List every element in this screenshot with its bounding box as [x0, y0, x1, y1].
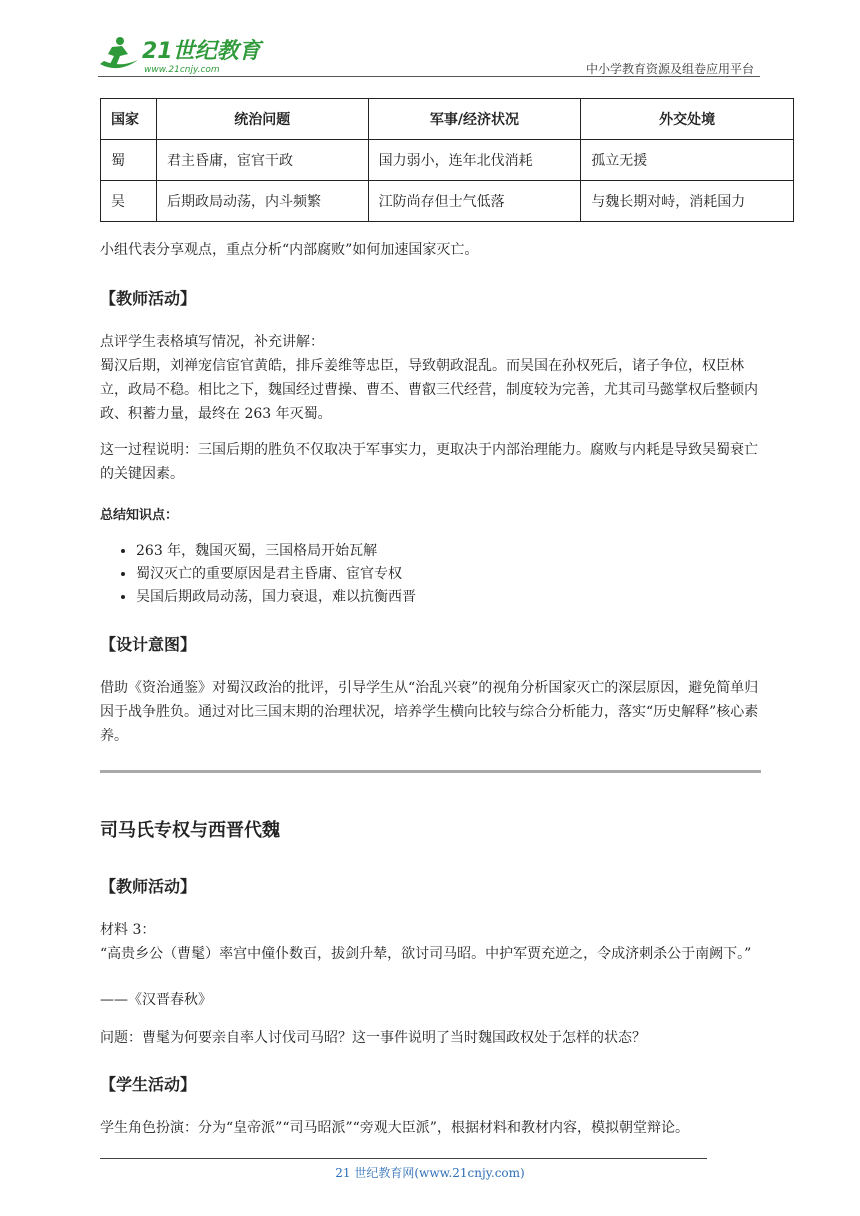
heading-teacher-activity-2: 【教师活动】 [100, 877, 197, 896]
table-cell: 后期政局动荡，内斗频繁 [156, 181, 368, 222]
header-rule [98, 76, 760, 77]
table-header: 统治问题 [156, 99, 368, 140]
heading-teacher-activity: 【教师活动】 [100, 289, 197, 308]
table-cell: 孤立无援 [581, 140, 794, 181]
table-header: 外交处境 [581, 99, 794, 140]
list-item: • 蜀汉灭亡的重要原因是君主昏庸、宦官专权 [136, 563, 416, 586]
platform-name: 中小学教育资源及组卷应用平台 [585, 62, 754, 76]
footer-rule [100, 1158, 707, 1159]
table-cell: 蜀 [101, 140, 157, 181]
student-paragraph: 学生角色扮演：分为“皇帝派”“司马昭派”“旁观大臣派”，根据材料和教材内容，模拟朝堂辩论。 [100, 1120, 689, 1136]
summary-title: 总结知识点： [100, 508, 179, 523]
page-footer: 21 世纪教育网(www.21cnjy.com) [335, 1166, 525, 1180]
teacher-intro: 点评学生表格填写情况，补充讲解： [100, 334, 324, 350]
table-header-row [101, 99, 794, 140]
section-divider [100, 770, 761, 773]
table-row [101, 181, 794, 222]
table-cell: 君主昏庸，宦官干政 [156, 140, 368, 181]
teacher-explanation: 蜀汉后期，刘禅宠信宦官黄皓，排斥姜维等忠臣，导致朝政混乱。而吴国在孙权死后，诸子争位，权臣林立，政局不稳。相比之下，魏国经过曹操、曹丕、曹叡三代经营，制度较为完善，尤其司马懿掌权后整顿内政、积蓄力量，最终在 263 年灭蜀。 [100, 358, 758, 422]
table-header: 军事/经济状况 [368, 99, 581, 140]
material-quote: “高贵乡公（曹髦）率宫中僮仆数百，拔剑升辇，欲讨司马昭。中护军贾充逆之，令成济刺杀公于南阙下。” [100, 946, 752, 962]
design-paragraph: 借助《资治通鉴》对蜀汉政治的批评，引导学生从“治乱兴衰”的视角分析国家灭亡的深层原因，避免简单归因于战争胜负。通过对比三国末期的治理状况，培养学生横向比较与综合分析能力，落实“历史解释”核心素养。 [100, 680, 759, 744]
section-title: 司马氏专权与西晋代魏 [100, 820, 280, 841]
heading-design-intent: 【设计意图】 [100, 635, 197, 654]
share-paragraph: 小组代表分享观点，重点分析“内部腐败”如何加速国家灭亡。 [100, 242, 479, 258]
page-header [98, 30, 760, 78]
list-item: • 263 年，魏国灭蜀，三国格局开始瓦解 [136, 540, 416, 563]
table-header: 国家 [101, 99, 157, 140]
table-row [101, 140, 794, 181]
logo-url: www.21cnjy.com [144, 65, 220, 75]
material-label: 材料 3： [100, 922, 156, 938]
material-source: ——《汉晋春秋》 [100, 992, 212, 1008]
teacher-conclusion: 这一过程说明：三国后期的胜负不仅取决于军事实力，更取决于内部治理能力。腐败与内耗是导致吴蜀衰亡的关键因素。 [100, 442, 758, 482]
site-logo [98, 34, 268, 76]
table-cell: 吴 [101, 181, 157, 222]
heading-student-activity: 【学生活动】 [100, 1075, 197, 1094]
table-cell: 与魏长期对峙，消耗国力 [581, 181, 794, 222]
question-paragraph: 问题：曹髦为何要亲自率人讨伐司马昭？这一事件说明了当时魏国政权处于怎样的状态？ [100, 1030, 646, 1046]
table-cell: 江防尚存但士气低落 [368, 181, 581, 222]
summary-list [118, 540, 416, 609]
table-cell: 国力弱小，连年北伐消耗 [368, 140, 581, 181]
list-item: • 吴国后期政局动荡，国力衰退，难以抗衡西晋 [136, 586, 416, 609]
comparison-table [100, 98, 794, 222]
logo-text: 21世纪教育 [142, 39, 261, 64]
